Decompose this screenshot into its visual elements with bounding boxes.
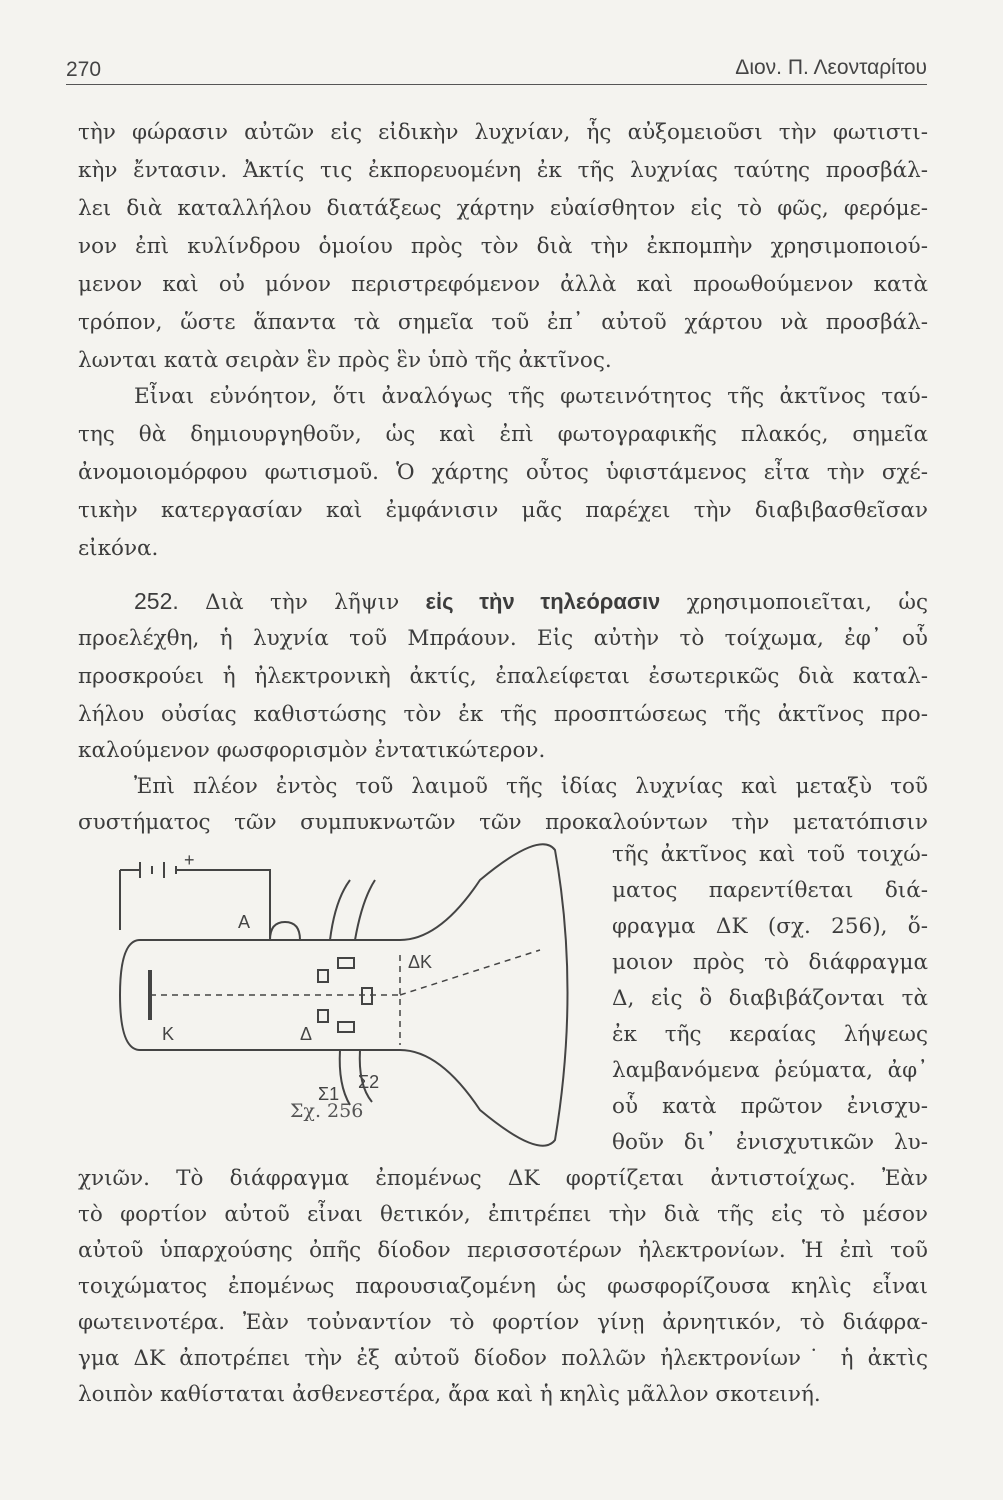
label-diaphragm: Δ (300, 1024, 313, 1044)
label-s1: Σ1 (318, 1084, 340, 1104)
text-line: τὴν φώρασιν αὐτῶν εἰς εἰδικὴν λυχνίαν, ἧς αὐξομειοῦσι τὴν φωτιστι- (78, 120, 928, 145)
page-number: 270 (66, 58, 102, 81)
wrapped-text-line: λαμβανόμενα ῥεύματα, ἀφ᾽ (612, 1058, 928, 1083)
text-line: νον ἐπὶ κυλίνδρου ὁμοίου πρὸς τὸν διὰ τὴν ἐκπομπὴν χρησιμοποιού- (78, 234, 928, 259)
text-line: τοιχώματος ἐπομένως παρουσιαζομένη ὡς φωσφορίζουσα κηλὶς εἶναι (78, 1274, 928, 1299)
section-lead: Διὰ τὴν λῆψιν (178, 590, 426, 615)
section-number: 252. (134, 588, 179, 614)
text-line: φωτεινοτέρα. Ἐὰν τοὐναντίον τὸ φορτίον γίνῃ ἀρνητικόν, τὸ διάφρα- (78, 1310, 928, 1335)
text-line: Εἶναι εὐνόητον, ὅτι ἀναλόγως τῆς φωτεινότητος τῆς ἀκτῖνος ταύ- (134, 384, 928, 409)
text-line: της θὰ δημιουργηθοῦν, ὡς καὶ ἐπὶ φωτογραφικῆς πλακός, σημεῖα (78, 422, 928, 447)
text-line: προελέχθη, ἡ λυχνία τοῦ Μπράουν. Εἰς αὐτὴν τὸ τοίχωμα, ἐφ᾽ οὗ (78, 626, 928, 651)
label-cathode: K (162, 1024, 175, 1044)
running-title: Διον. Π. Λεονταρίτου (735, 56, 927, 79)
label-s2: Σ2 (358, 1072, 380, 1092)
text-line: ἀνομοιομόρφου φωτισμοῦ. Ὁ χάρτης οὗτος ὑφιστάμενος εἶτα τὴν σχέ- (78, 460, 928, 485)
section-heading-line (134, 586, 928, 618)
label-grid: ΔK (408, 952, 433, 972)
wrapped-text-line: θοῦν δι᾽ ἐνισχυτικῶν λυ- (612, 1130, 928, 1155)
label-anode: A (238, 912, 251, 932)
anode (260, 870, 300, 940)
text-line: καλούμενον φωσφορισμὸν ἐντατικώτερον. (78, 738, 546, 763)
text-line: χνιῶν. Τὸ διάφραγμα ἐπομένως ΔΚ φορτίζεται ἀντιστοίχως. Ἐὰν (78, 1166, 928, 1191)
wrapped-text-line: μοιον πρὸς τὸ διάφραγμα (612, 950, 928, 975)
wrapped-text-line: φραγμα ΔΚ (σχ. 256), ὅ- (612, 914, 928, 939)
header-rule (66, 84, 927, 85)
text-line: προσκρούει ἡ ἠλεκτρονικὴ ἀκτίς, ἐπαλείφεται ἐσωτερικῶς διὰ καταλ- (78, 664, 928, 689)
text-line: τὸ φορτίον αὐτοῦ εἶναι θετικόν, ἐπιτρέπει τὴν διὰ τῆς εἰς τὸ μέσον (78, 1202, 928, 1227)
text-line: λει διὰ καταλλήλου διατάξεως χάρτην εὐαίσθητον εἰς τὸ φῶς, φερόμε- (78, 196, 928, 221)
text-line: λοιπὸν καθίσταται ἀσθενεστέρα, ἄρα καὶ ἡ κηλὶς μᾶλλον σκοτεινή. (78, 1382, 821, 1407)
text-line: λωνται κατὰ σειρὰν ἓν πρὸς ἓν ὑπὸ τῆς ἀκτῖνος. (78, 348, 612, 373)
text-line: τικὴν κατεργασίαν καὶ ἐμφάνισιν μᾶς παρέχει τὴν διαβιβασθεῖσαν (78, 498, 928, 523)
figure-caption: Σχ. 256 (290, 1100, 364, 1122)
text-line: Ἐπὶ πλέον ἐντὸς τοῦ λαιμοῦ τῆς ἰδίας λυχνίας καὶ μεταξὺ τοῦ (134, 774, 928, 799)
wrapped-text-line: Δ, εἰς ὃ διαβιβάζονται τὰ (612, 986, 928, 1011)
wrapped-text-line: ἐκ τῆς κεραίας λήψεως (612, 1022, 928, 1047)
text-line: μενον καὶ οὐ μόνον περιστρεφόμενον ἀλλὰ καὶ προωθούμενον κατὰ (78, 272, 928, 297)
text-line: λήλου οὐσίας καθιστώσης τὸν ἐκ τῆς προσπτώσεως τῆς ἀκτῖνος προ- (78, 702, 928, 727)
section-bold-term: εἰς τὴν τηλεόρασιν (425, 589, 661, 614)
wrapped-text-line: οὗ κατὰ πρῶτον ἐνισχυ- (612, 1094, 928, 1119)
section-rest: χρησιμοποιεῖται, ὡς (660, 590, 928, 615)
wrapped-text-line: τῆς ἀκτῖνος καὶ τοῦ τοιχώ- (612, 842, 928, 867)
diaphragm (318, 970, 328, 982)
wrapped-text-line: ματος παρεντίθεται διά- (612, 878, 928, 903)
text-line: εἰκόνα. (78, 536, 159, 561)
text-line: συστήματος τῶν συμπυκνωτῶν τῶν προκαλούντων τὴν μετατόπισιν (78, 810, 928, 835)
text-line: γμα ΔΚ ἀποτρέπει τὴν ἐξ αὐτοῦ δίοδον πολλῶν ἠλεκτρονίων˙ ἡ ἀκτὶς (78, 1346, 928, 1371)
label-plus: + (184, 850, 195, 870)
text-line: κὴν ἔντασιν. Ἀκτίς τις ἐκπορευομένη ἐκ τῆς λυχνίας ταύτης προσβάλ- (78, 158, 928, 183)
text-line: τρόπον, ὥστε ἅπαντα τὰ σημεῖα τοῦ ἐπ᾽ αὐτοῦ χάρτου νὰ προσβάλ- (78, 310, 928, 335)
text-line: αὐτοῦ ὑπαρχούσης ὀπῆς δίοδον περισσοτέρων ἠλεκτρονίων. Ἡ ἐπὶ τοῦ (78, 1238, 928, 1263)
